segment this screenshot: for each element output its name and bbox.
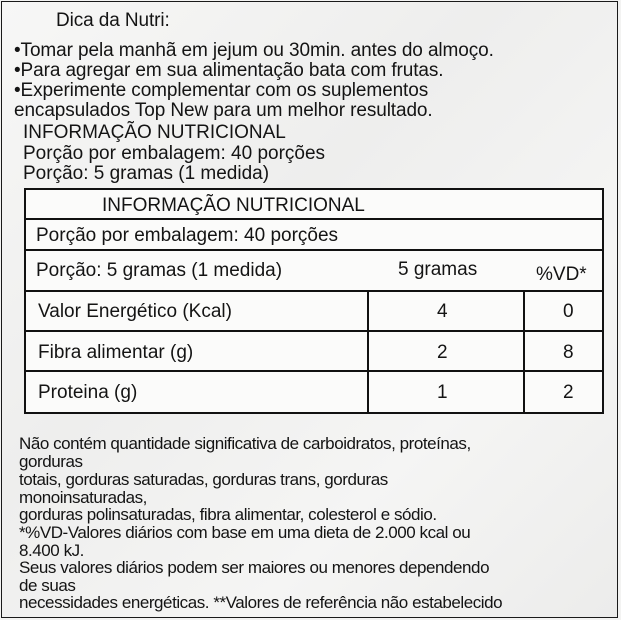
nutrient-name: Fibra alimentar (g) xyxy=(38,342,194,363)
footer-line-1: Não contém quantidade significativa de carboidratos, proteínas, xyxy=(19,434,471,453)
table-row xyxy=(26,332,602,372)
column-divider xyxy=(523,372,525,412)
table-servings: Porção por embalagem: 40 porções xyxy=(36,225,339,246)
column-divider xyxy=(523,292,525,330)
column-divider xyxy=(523,332,525,370)
column-header-amount: 5 gramas xyxy=(398,259,478,280)
tip-line-4: encapsulados Top New para um melhor resultado. xyxy=(14,100,433,121)
tip-title: Dica da Nutri: xyxy=(56,10,170,31)
nutrient-dv: 0 xyxy=(563,301,574,322)
column-divider xyxy=(367,292,369,330)
table-column-header-row xyxy=(26,251,602,292)
column-divider xyxy=(367,372,369,412)
table-servings-row xyxy=(26,220,602,251)
footer-line-4: monoinsaturadas, xyxy=(19,488,147,507)
table-title: INFORMAÇÃO NUTRICIONAL xyxy=(102,195,365,216)
footer-line-9: de suas xyxy=(19,576,76,595)
table-title-row xyxy=(26,190,602,220)
header-servings: Porção por embalagem: 40 porções xyxy=(23,143,326,164)
footer-line-8: Seus valores diários podem ser maiores ou menores dependendo xyxy=(19,558,490,577)
tip-line-2: •Para agregar em sua alimentação bata com frutas. xyxy=(14,60,444,81)
label-frame xyxy=(1,1,618,618)
footer-line-10: necessidades energéticas. **Valores de referência não estabelecido xyxy=(19,593,503,612)
header-title: INFORMAÇÃO NUTRICIONAL xyxy=(23,122,286,143)
footer-line-3: totais, gorduras saturadas, gorduras trans, gorduras xyxy=(19,470,388,489)
nutrition-table xyxy=(24,188,604,414)
nutrient-amount: 4 xyxy=(437,301,448,322)
footer-line-6: *%VD-Valores diários com base em uma dieta de 2.000 kcal ou xyxy=(19,523,471,542)
table-row xyxy=(26,292,602,332)
nutrient-name: Proteina (g) xyxy=(38,382,138,403)
nutrient-amount: 2 xyxy=(437,342,448,363)
table-row xyxy=(26,372,602,412)
column-divider xyxy=(367,332,369,370)
nutrient-amount: 1 xyxy=(437,382,448,403)
footer-line-7: 8.400 kJ. xyxy=(19,541,84,560)
footer-line-2: gorduras xyxy=(19,452,83,471)
nutrient-dv: 2 xyxy=(563,382,574,403)
tip-line-1: •Tomar pela manhã em jejum ou 30min. antes do almoço. xyxy=(14,40,494,61)
footer-line-5: gorduras polinsaturadas, fibra alimentar, colesterol e sódio. xyxy=(19,505,437,524)
header-portion: Porção: 5 gramas (1 medida) xyxy=(23,163,270,184)
column-header-dv: %VD* xyxy=(536,264,587,285)
table-portion-label: Porção: 5 gramas (1 medida) xyxy=(36,260,283,281)
tip-line-3: •Experimente complementar com os suplementos xyxy=(14,80,429,101)
nutrient-dv: 8 xyxy=(563,342,574,363)
nutrient-name: Valor Energético (Kcal) xyxy=(38,301,232,322)
